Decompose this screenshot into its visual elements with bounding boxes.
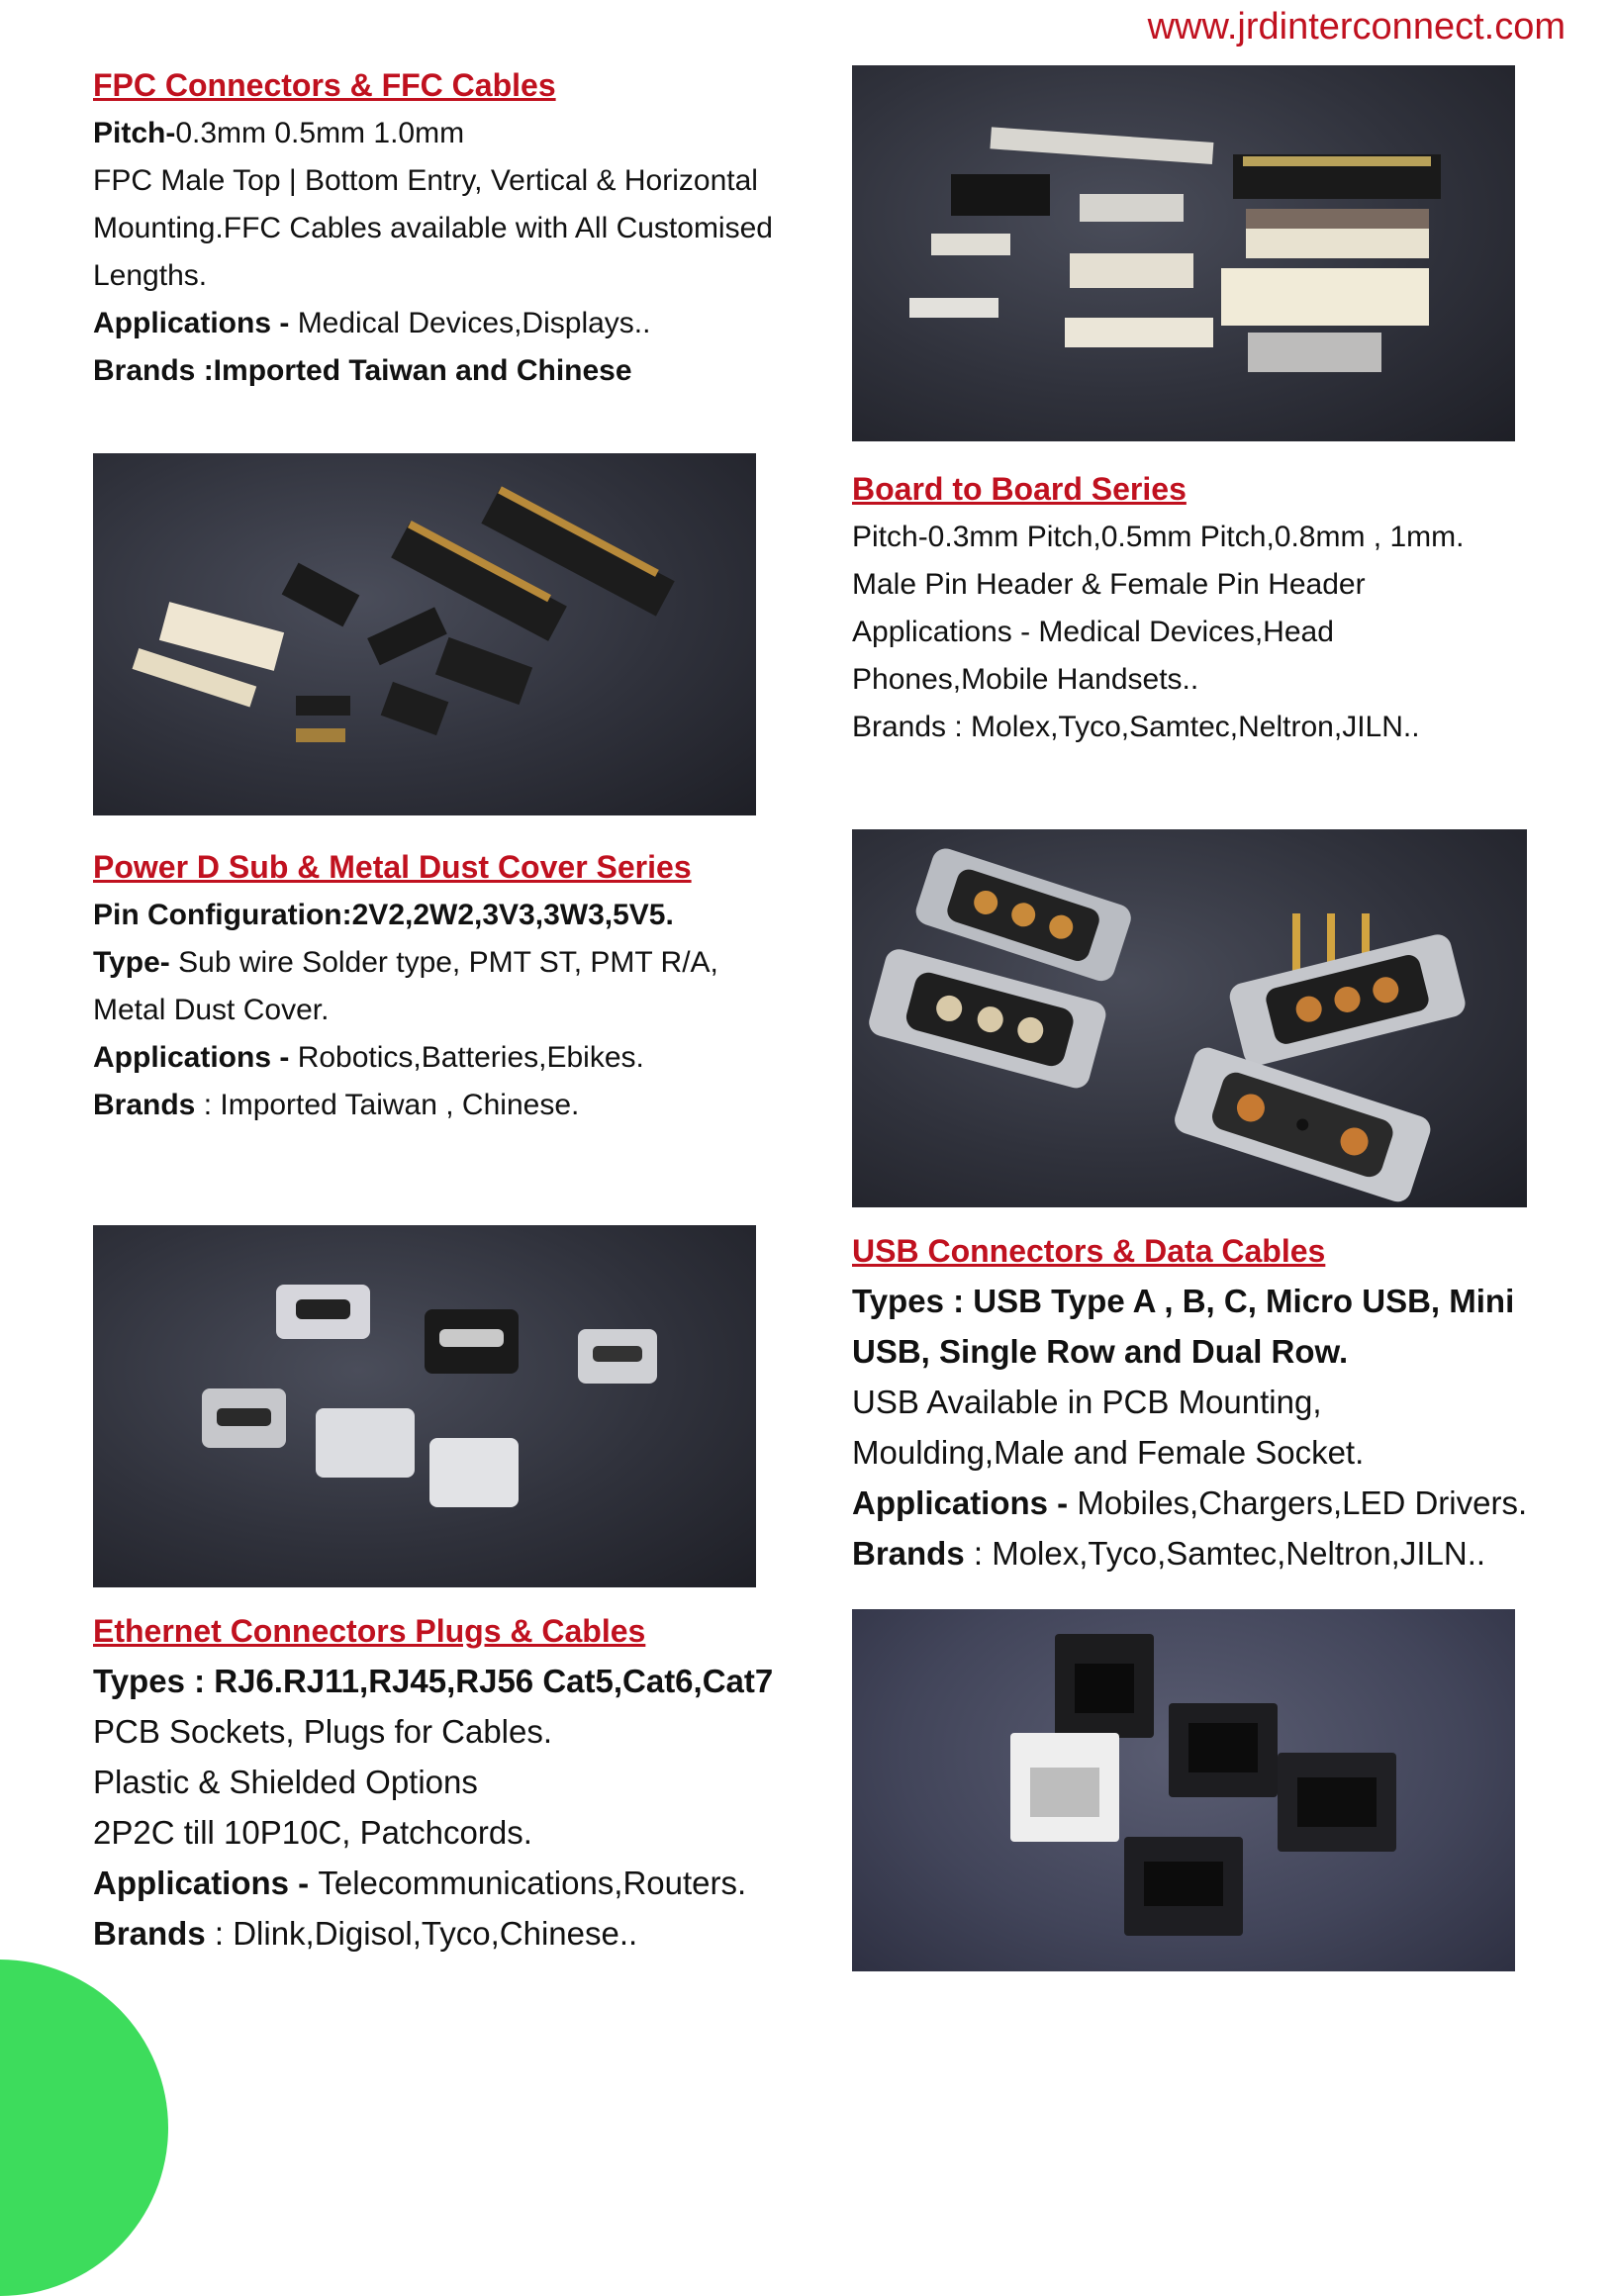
usb-photo <box>93 1225 756 1587</box>
fpc-connectors-photo <box>852 65 1515 441</box>
b2b-line-1: Pitch-0.3mm Pitch,0.5mm Pitch,0.8mm , 1mm. <box>852 521 1465 553</box>
ethernet-apps-label: Applications - <box>93 1865 319 1901</box>
board-to-board-title: Board to Board Series <box>852 471 1187 507</box>
ethernet-photo <box>852 1609 1515 1971</box>
usb-brands-value: : Molex,Tyco,Samtec,Neltron,JILN.. <box>964 1535 1486 1572</box>
fpc-connectors-illustration <box>852 65 1515 441</box>
dsub-apps-label: Applications - <box>93 1041 298 1074</box>
ethernet-line-2: Plastic & Shielded Options <box>93 1764 478 1800</box>
decorative-green-circle <box>0 1960 168 2296</box>
board-to-board-photo <box>93 453 756 815</box>
ethernet-apps-value: Telecommunications,Routers. <box>318 1865 747 1901</box>
fpc-apps-value: Medical Devices,Displays.. <box>297 307 651 339</box>
fpc-pitch <box>93 110 845 157</box>
dsub-illustration <box>852 829 1527 1207</box>
dsub-pin-config: Pin Configuration:2V2,2W2,3V3,3W3,5V5. <box>93 899 674 931</box>
usb-title: USB Connectors & Data Cables <box>852 1233 1326 1269</box>
fpc-apps-label: Applications - <box>93 307 298 339</box>
ethernet-types: Types : RJ6.RJ11,RJ45,RJ56 Cat5,Cat6,Cat7 <box>93 1663 774 1699</box>
ethernet-line-1: PCB Sockets, Plugs for Cables. <box>93 1713 553 1750</box>
usb-illustration <box>93 1225 756 1587</box>
usb-section <box>852 1233 1584 1578</box>
ethernet-brands <box>93 1908 845 1959</box>
b2b-line-3: Applications - Medical Devices,Head <box>852 616 1334 648</box>
fpc-desc-1: FPC Male Top | Bottom Entry, Vertical & Horizontal <box>93 164 758 197</box>
fpc-brands: Brands :Imported Taiwan and Chinese <box>93 354 632 387</box>
ethernet-title: Ethernet Connectors Plugs & Cables <box>93 1613 646 1649</box>
fpc-pitch-value: 0.3mm 0.5mm 1.0mm <box>175 117 465 149</box>
fpc-applications <box>93 300 845 347</box>
b2b-line-2: Male Pin Header & Female Pin Header <box>852 568 1366 601</box>
usb-brands <box>852 1528 1584 1578</box>
usb-types-1: Types : USB Type A , B, C, Micro USB, Mini <box>852 1283 1515 1319</box>
usb-apps-value: Mobiles,Chargers,LED Drivers. <box>1077 1484 1528 1521</box>
fpc-desc-2: Mounting.FFC Cables available with All Customised <box>93 212 773 244</box>
board-to-board-section <box>852 471 1565 751</box>
usb-line-2: Moulding,Male and Female Socket. <box>852 1434 1365 1471</box>
ethernet-brands-label: Brands <box>93 1915 206 1952</box>
dsub-brands-label: Brands <box>93 1089 196 1121</box>
usb-line-1: USB Available in PCB Mounting, <box>852 1384 1322 1420</box>
usb-apps-label: Applications - <box>852 1484 1078 1521</box>
board-to-board-illustration <box>93 453 756 815</box>
website-url[interactable]: www.jrdinterconnect.com <box>1147 6 1566 48</box>
dsub-type <box>93 939 845 987</box>
ethernet-line-3: 2P2C till 10P10C, Patchcords. <box>93 1814 532 1851</box>
dsub-applications <box>93 1034 845 1082</box>
dsub-brands-value: : Imported Taiwan , Chinese. <box>195 1089 580 1121</box>
usb-types-2: USB, Single Row and Dual Row. <box>852 1333 1349 1370</box>
dsub-type-label: Type- <box>93 946 179 979</box>
fpc-section <box>93 67 845 395</box>
fpc-pitch-label: Pitch- <box>93 117 176 149</box>
fpc-desc-3: Lengths. <box>93 259 208 292</box>
ethernet-illustration <box>852 1609 1515 1971</box>
dsub-type-value: Sub wire Solder type, PMT ST, PMT R/A, <box>178 946 718 979</box>
ethernet-section <box>93 1613 845 1959</box>
fpc-title: FPC Connectors & FFC Cables <box>93 67 556 103</box>
dsub-apps-value: Robotics,Batteries,Ebikes. <box>297 1041 644 1074</box>
dsub-photo <box>852 829 1527 1207</box>
dsub-type-cont: Metal Dust Cover. <box>93 994 330 1026</box>
dsub-section <box>93 849 845 1129</box>
ethernet-brands-value: : Dlink,Digisol,Tyco,Chinese.. <box>205 1915 638 1952</box>
b2b-line-4: Phones,Mobile Handsets.. <box>852 663 1199 696</box>
b2b-line-5: Brands : Molex,Tyco,Samtec,Neltron,JILN.. <box>852 711 1420 743</box>
ethernet-applications <box>93 1858 845 1908</box>
usb-applications <box>852 1478 1584 1528</box>
usb-brands-label: Brands <box>852 1535 965 1572</box>
dsub-brands <box>93 1082 845 1129</box>
dsub-title: Power D Sub & Metal Dust Cover Series <box>93 849 692 885</box>
